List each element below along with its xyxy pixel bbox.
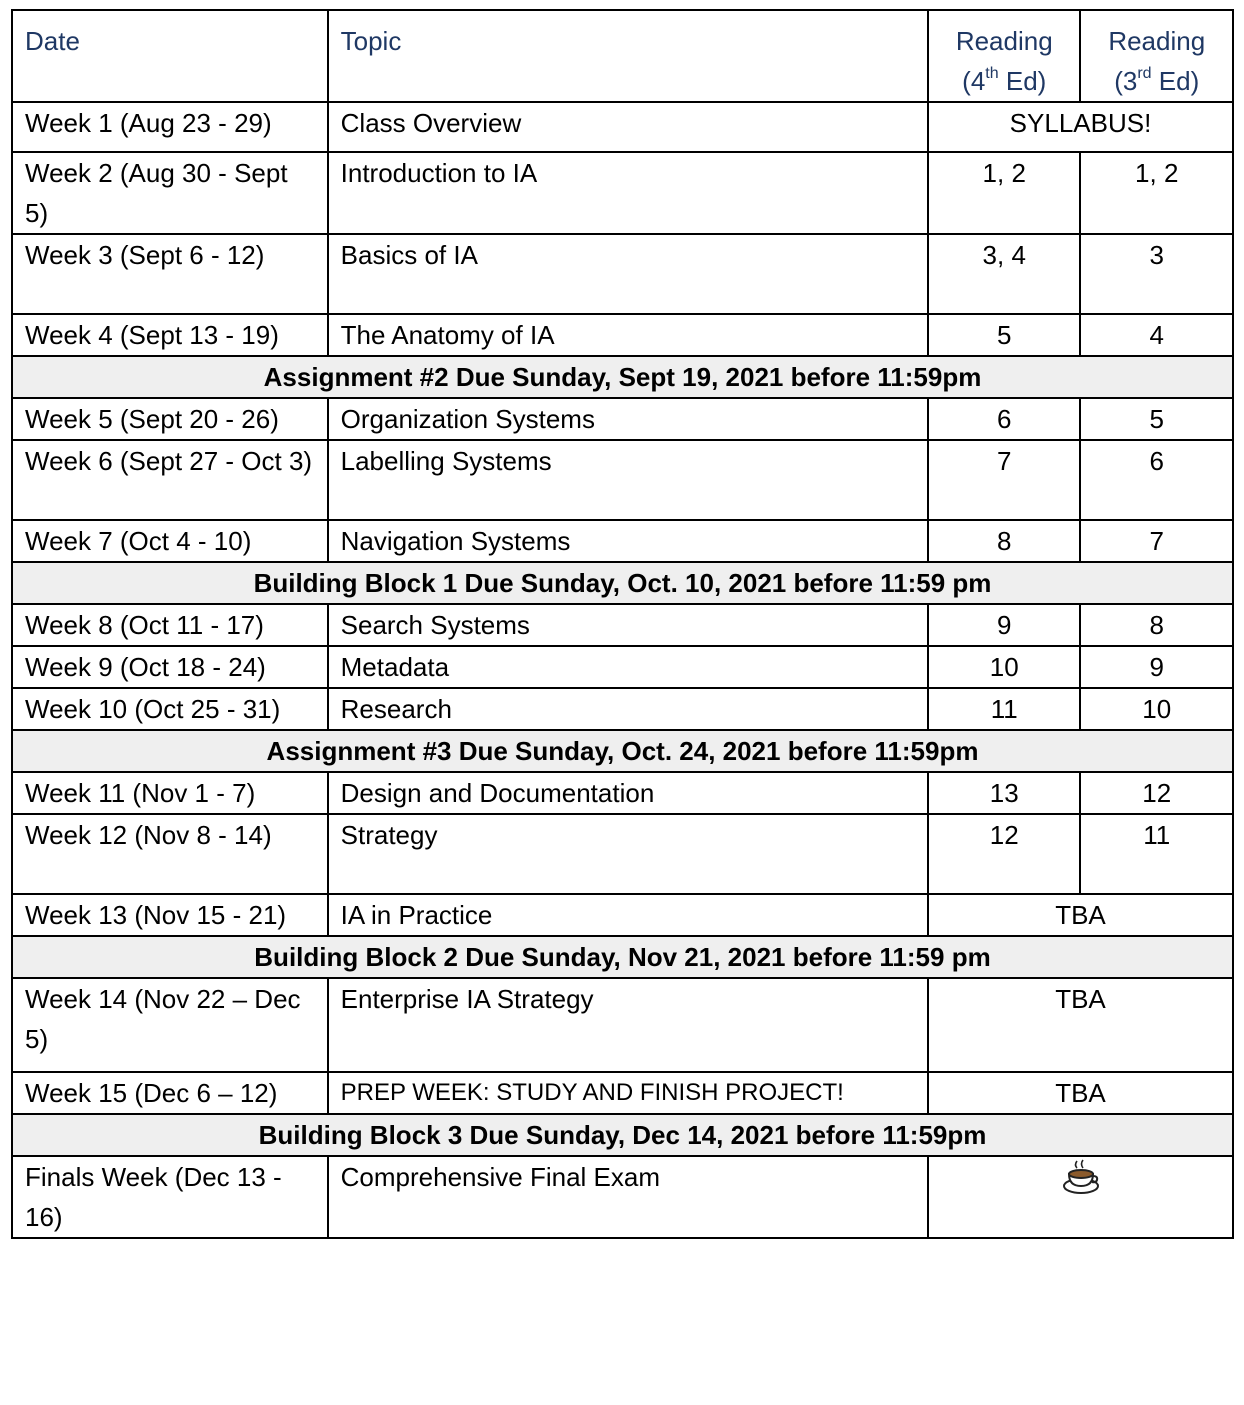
cell-reading-4th: 12 <box>928 814 1080 894</box>
cell-reading-3rd: 3 <box>1080 234 1233 314</box>
cell-date: Week 3 (Sept 6 - 12) <box>12 234 328 314</box>
cell-reading-4th: 13 <box>928 772 1080 814</box>
cell-date: Week 7 (Oct 4 - 10) <box>12 520 328 562</box>
header-reading-3rd-pre: (3 <box>1114 66 1138 96</box>
header-topic: Topic <box>328 10 928 102</box>
table-header-row <box>12 10 1233 102</box>
cell-date: Week 8 (Oct 11 - 17) <box>12 604 328 646</box>
cell-reading-4th: 7 <box>928 440 1080 520</box>
cell-topic: Introduction to IA <box>328 152 928 234</box>
table-row <box>12 772 1233 814</box>
cell-topic: Class Overview <box>328 102 928 152</box>
cell-topic: Strategy <box>328 814 928 894</box>
cell-reading-3rd: 7 <box>1080 520 1233 562</box>
cell-topic: Basics of IA <box>328 234 928 314</box>
table-row <box>12 234 1233 314</box>
cell-topic: PREP WEEK: STUDY AND FINISH PROJECT! <box>328 1072 928 1114</box>
table-row <box>12 1156 1233 1238</box>
cell-reading-4th: 9 <box>928 604 1080 646</box>
cell-reading-4th: 5 <box>928 314 1080 356</box>
cell-reading-4th: 1, 2 <box>928 152 1080 234</box>
cell-date: Week 1 (Aug 23 - 29) <box>12 102 328 152</box>
cell-reading-3rd: 11 <box>1080 814 1233 894</box>
cell-date: Week 15 (Dec 6 – 12) <box>12 1072 328 1114</box>
table-row <box>12 604 1233 646</box>
cell-topic: IA in Practice <box>328 894 928 936</box>
due-notice: Building Block 3 Due Sunday, Dec 14, 2021 before 11:59pm <box>12 1114 1233 1156</box>
cell-topic: Enterprise IA Strategy <box>328 978 928 1072</box>
header-reading-4th-sup: th <box>985 65 999 83</box>
header-reading-3rd-sup: rd <box>1137 65 1152 83</box>
cell-date: Week 14 (Nov 22 – Dec 5) <box>12 978 328 1072</box>
due-row <box>12 936 1233 978</box>
cell-reading-3rd: 6 <box>1080 440 1233 520</box>
cell-date: Week 5 (Sept 20 - 26) <box>12 398 328 440</box>
cell-reading-4th: 6 <box>928 398 1080 440</box>
header-date: Date <box>12 10 328 102</box>
cell-topic: Organization Systems <box>328 398 928 440</box>
cell-date: Week 9 (Oct 18 - 24) <box>12 646 328 688</box>
header-reading-3rd-post: Ed) <box>1151 66 1200 96</box>
header-reading-4th-post: Ed) <box>998 66 1047 96</box>
table-row <box>12 314 1233 356</box>
cell-topic: Research <box>328 688 928 730</box>
table-row <box>12 1072 1233 1114</box>
due-row <box>12 730 1233 772</box>
cell-reading-3rd: 8 <box>1080 604 1233 646</box>
cell-date: Week 13 (Nov 15 - 21) <box>12 894 328 936</box>
header-reading-4th-pre: (4 <box>962 66 986 96</box>
due-notice: Building Block 1 Due Sunday, Oct. 10, 2021 before 11:59 pm <box>12 562 1233 604</box>
due-notice: Assignment #2 Due Sunday, Sept 19, 2021 before 11:59pm <box>12 356 1233 398</box>
cell-reading-merged <box>928 1156 1233 1238</box>
table-row <box>12 440 1233 520</box>
cell-date: Week 4 (Sept 13 - 19) <box>12 314 328 356</box>
cell-reading-3rd: 9 <box>1080 646 1233 688</box>
course-schedule-table <box>11 9 1234 1239</box>
cell-topic: Comprehensive Final Exam <box>328 1156 928 1238</box>
cell-topic: Labelling Systems <box>328 440 928 520</box>
header-reading-4th <box>928 10 1080 102</box>
due-row <box>12 1114 1233 1156</box>
due-notice: Building Block 2 Due Sunday, Nov 21, 2021 before 11:59 pm <box>12 936 1233 978</box>
cell-reading-merged: SYLLABUS! <box>928 102 1233 152</box>
header-reading-3rd <box>1080 10 1233 102</box>
cell-reading-merged: TBA <box>928 978 1233 1072</box>
cell-date: Week 11 (Nov 1 - 7) <box>12 772 328 814</box>
table-row <box>12 520 1233 562</box>
table-row <box>12 688 1233 730</box>
cell-reading-3rd: 4 <box>1080 314 1233 356</box>
cell-topic: Metadata <box>328 646 928 688</box>
cell-reading-4th: 10 <box>928 646 1080 688</box>
cell-reading-3rd: 12 <box>1080 772 1233 814</box>
table-row <box>12 894 1233 936</box>
table-row <box>12 152 1233 234</box>
cell-date: Finals Week (Dec 13 - 16) <box>12 1156 328 1238</box>
cell-date: Week 10 (Oct 25 - 31) <box>12 688 328 730</box>
coffee-cup-icon <box>1061 1157 1101 1197</box>
due-row <box>12 562 1233 604</box>
cell-topic: Navigation Systems <box>328 520 928 562</box>
header-reading-4th-line1: Reading <box>955 26 1053 56</box>
due-notice: Assignment #3 Due Sunday, Oct. 24, 2021 before 11:59pm <box>12 730 1233 772</box>
cell-date: Week 12 (Nov 8 - 14) <box>12 814 328 894</box>
cell-reading-4th: 3, 4 <box>928 234 1080 314</box>
table-row <box>12 646 1233 688</box>
cell-reading-3rd: 1, 2 <box>1080 152 1233 234</box>
cell-topic: Search Systems <box>328 604 928 646</box>
cell-reading-merged: TBA <box>928 1072 1233 1114</box>
cell-date: Week 2 (Aug 30 - Sept 5) <box>12 152 328 234</box>
table-row <box>12 978 1233 1072</box>
cell-reading-4th: 11 <box>928 688 1080 730</box>
cell-topic: The Anatomy of IA <box>328 314 928 356</box>
table-row <box>12 814 1233 894</box>
cell-reading-3rd: 5 <box>1080 398 1233 440</box>
cell-reading-merged: TBA <box>928 894 1233 936</box>
header-reading-3rd-line1: Reading <box>1108 26 1206 56</box>
table-row <box>12 398 1233 440</box>
cell-date: Week 6 (Sept 27 - Oct 3) <box>12 440 328 520</box>
cell-reading-4th: 8 <box>928 520 1080 562</box>
due-row <box>12 356 1233 398</box>
table-row <box>12 102 1233 152</box>
cell-reading-3rd: 10 <box>1080 688 1233 730</box>
cell-topic: Design and Documentation <box>328 772 928 814</box>
